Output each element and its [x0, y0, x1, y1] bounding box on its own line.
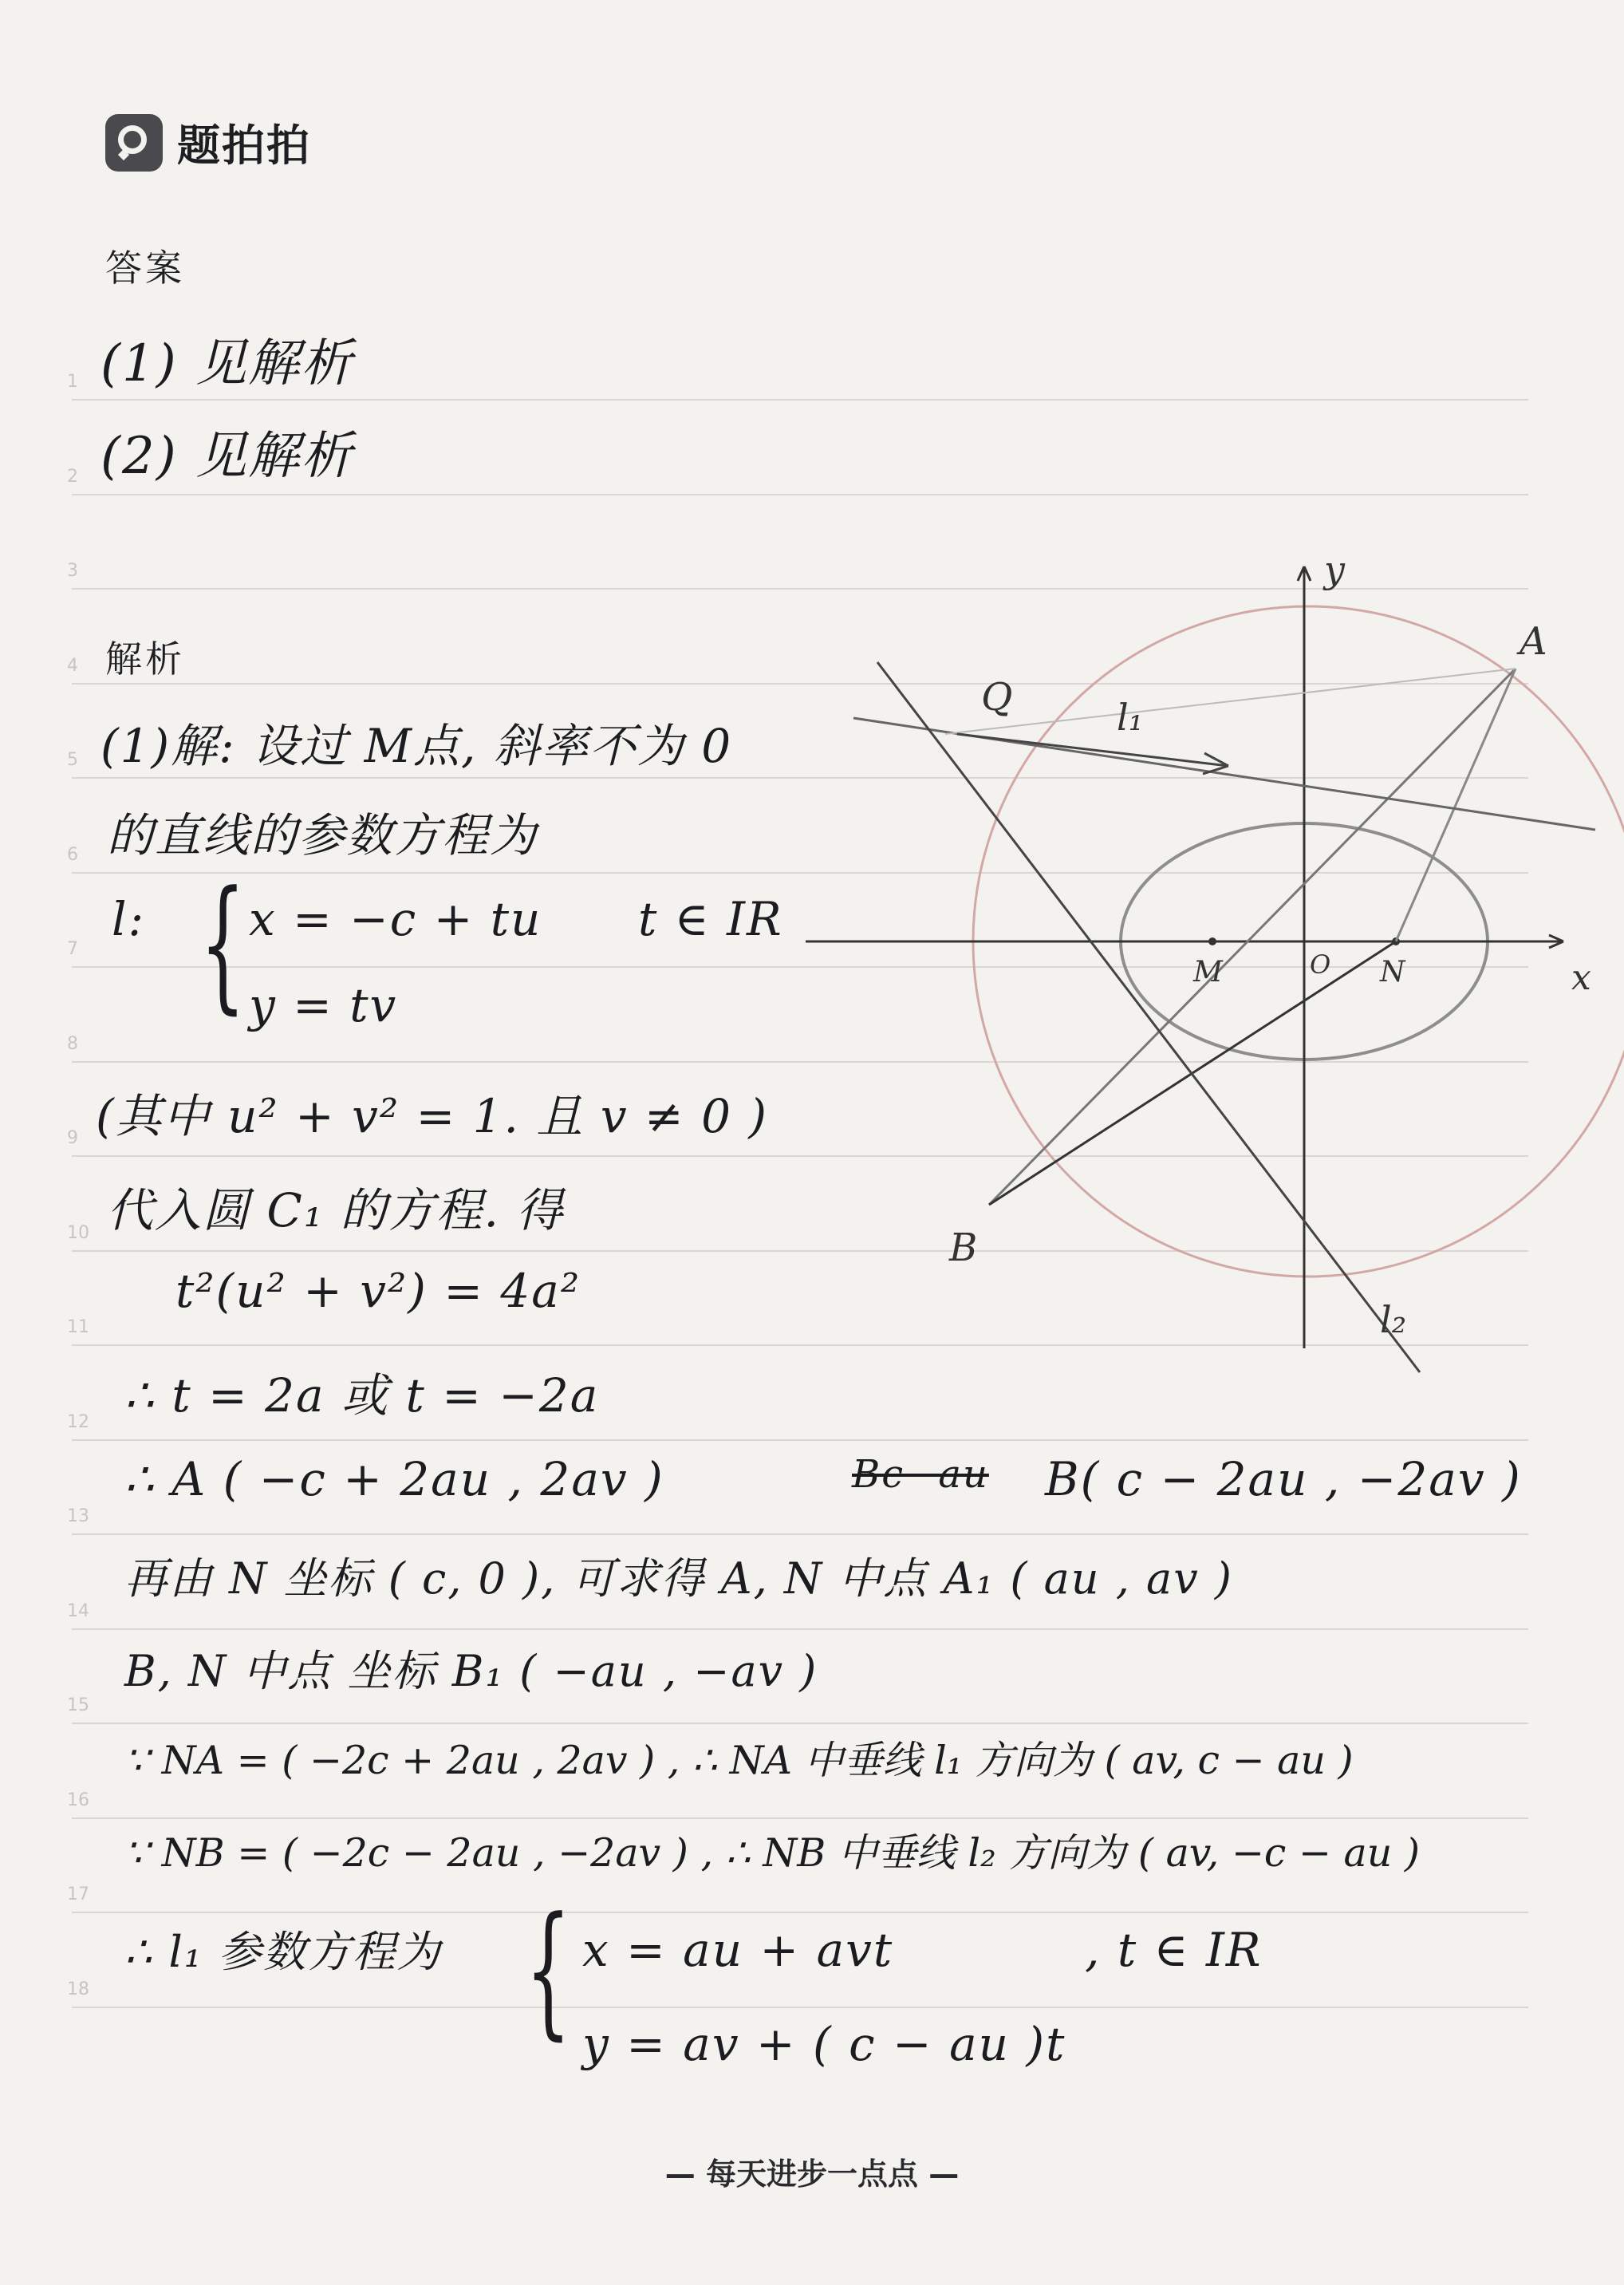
- analysis-heading: 解析: [105, 637, 185, 681]
- l1-arrow-line: [957, 734, 1228, 766]
- answer-item-1: (1) 见解析: [101, 334, 353, 393]
- ruled-line: [72, 1533, 1528, 1535]
- solution-line-midpoint-A: 再由 N 坐标 ( c, 0 ), 可求得 A, N 中点 A₁ ( au , av ): [124, 1553, 1233, 1604]
- margin-line-number: 7: [67, 939, 78, 959]
- answer-heading: 答案: [105, 247, 185, 290]
- margin-line-number: 3: [67, 561, 78, 581]
- line-AB: [989, 669, 1516, 1205]
- ruled-line: [72, 494, 1528, 495]
- footer-slogan: — 每天进步一点点 —: [664, 2157, 960, 2192]
- margin-line-number: 11: [67, 1317, 89, 1337]
- solution-line-substitute: 代入圆 C₁ 的方程. 得: [107, 1183, 565, 1237]
- label-y: y: [1324, 551, 1345, 591]
- solution-line-1: (1)解: 设过 M点, 斜率不为 0: [101, 719, 733, 773]
- ruled-line: [72, 1628, 1528, 1630]
- label-Q: Q: [981, 675, 1013, 720]
- magnifier-logo-icon: [105, 114, 163, 172]
- margin-line-number: 16: [67, 1790, 89, 1810]
- solution-line-B: B( c − 2au , −2av ): [1045, 1452, 1522, 1506]
- struck-text: Bc−au: [852, 1452, 989, 1497]
- label-x: x: [1571, 957, 1591, 998]
- margin-line-number: 14: [67, 1600, 89, 1621]
- l1-param-domain: , t ∈ IR: [1085, 1923, 1263, 1977]
- label-O: O: [1310, 949, 1331, 980]
- margin-line-number: 15: [67, 1695, 89, 1715]
- margin-line-number: 18: [67, 1979, 89, 1999]
- solution-line-A: ∴ A ( −c + 2au , 2av ): [124, 1452, 664, 1506]
- label-B: B: [949, 1225, 978, 1270]
- solution-line-t: ∴ t = 2a 或 t = −2a: [124, 1368, 600, 1423]
- solution-line-condition: (其中 u² + v² = 1. 且 v ≠ 0 ): [96, 1089, 769, 1143]
- param-domain: t ∈ IR: [638, 892, 783, 946]
- ruled-line: [72, 2007, 1528, 2008]
- label-M: M: [1193, 956, 1223, 989]
- param-y: y = tv: [249, 978, 398, 1032]
- geometry-figure: [798, 551, 1624, 1396]
- label-l2: l₂: [1380, 1298, 1407, 1341]
- margin-line-number: 17: [67, 1884, 89, 1904]
- l1-param-x: x = au + avt: [582, 1923, 894, 1977]
- margin-line-number: 12: [67, 1411, 89, 1432]
- ruled-line: [72, 1723, 1528, 1724]
- margin-line-number: 2: [67, 466, 78, 487]
- solution-line-midpoint-B: B, N 中点 坐标 B₁ ( −au , −av ): [124, 1646, 818, 1696]
- ruled-line: [72, 1817, 1528, 1819]
- label-N: N: [1380, 956, 1405, 989]
- solution-line-NB: ∵ NB = ( −2c − 2au , −2av ) , ∴ NB 中垂线 l₂ 方向为 ( av, −c − au ): [124, 1830, 1420, 1876]
- solution-line-equation: t²(u² + v²) = 4a²: [175, 1264, 581, 1318]
- param-x: x = −c + tu: [249, 892, 542, 946]
- answer-item-2: (2) 见解析: [101, 427, 353, 486]
- line-label: l:: [112, 892, 146, 946]
- segment-NA: [1396, 669, 1516, 941]
- label-A: A: [1520, 619, 1547, 664]
- margin-line-number: 4: [67, 655, 78, 676]
- margin-line-number: 8: [67, 1033, 78, 1054]
- brand-header: [105, 112, 311, 173]
- margin-line-number: 13: [67, 1506, 89, 1526]
- solution-line-l1-param: ∴ l₁ 参数方程为: [124, 1927, 442, 1977]
- l1-param-y: y = av + ( c − au )t: [582, 2017, 1066, 2071]
- solution-line-NA: ∵ NA = ( −2c + 2au , 2av ) , ∴ NA 中垂线 l₁ 方向为 ( av, c − au ): [124, 1738, 1354, 1783]
- margin-line-number: 10: [67, 1222, 89, 1243]
- solution-line-2: 的直线的参数方程为: [107, 808, 538, 862]
- ruled-line: [72, 1439, 1528, 1441]
- param-brace-1: {: [199, 861, 246, 1028]
- point-M: [1208, 937, 1216, 945]
- ruled-line: [72, 399, 1528, 401]
- margin-line-number: 6: [67, 844, 78, 865]
- segment-QA: [945, 669, 1516, 734]
- brand-name: 题拍拍: [177, 120, 311, 171]
- margin-line-number: 9: [67, 1128, 78, 1148]
- margin-line-number: 5: [67, 750, 78, 770]
- margin-line-number: 1: [67, 372, 78, 392]
- param-brace-2: {: [525, 1887, 571, 2054]
- ruled-line: [72, 1912, 1528, 1913]
- label-l1: l₁: [1117, 696, 1144, 739]
